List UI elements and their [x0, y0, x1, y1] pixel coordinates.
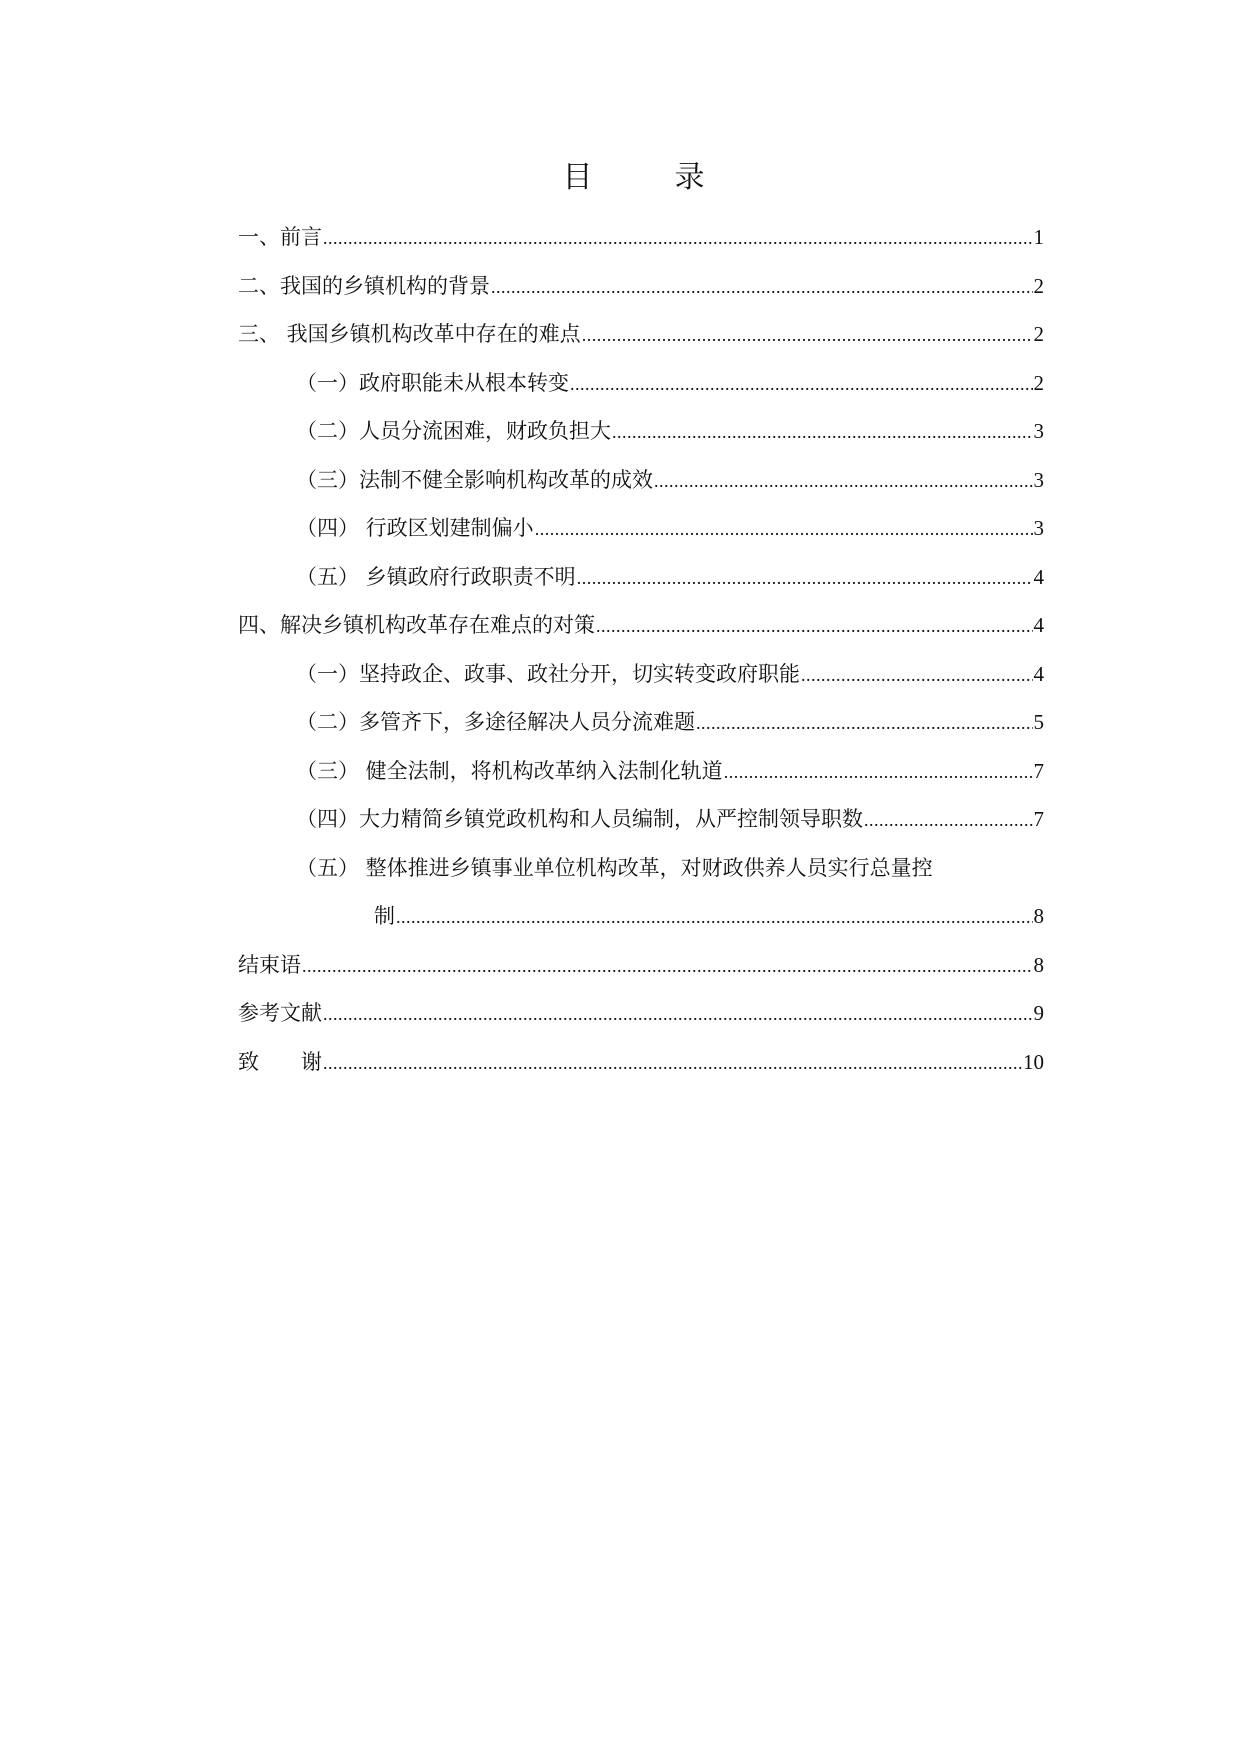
toc-entry-text: （二）多管齐下，多途径解决人员分流难题 [296, 710, 695, 734]
toc-dot-leader [801, 660, 1033, 690]
toc-page-number: 10 [1023, 1049, 1044, 1074]
toc-page-number: 7 [1033, 758, 1044, 783]
toc-entry[interactable] [238, 610, 1044, 659]
toc-entry-text-line2: 制 [374, 904, 395, 928]
toc-entry[interactable] [238, 368, 1044, 417]
toc-entry-line2 [296, 901, 1044, 932]
toc-page-number: 3 [1033, 516, 1044, 540]
toc-dot-leader [323, 999, 1033, 1029]
toc-dot-leader [323, 223, 1033, 253]
toc-page-number: 2 [1033, 370, 1044, 395]
toc-entry[interactable] [238, 659, 1044, 708]
toc-entry-text: 参考文献 [238, 1001, 322, 1025]
toc-entry-text: （四） 行政区划建制偏小 [296, 516, 534, 540]
toc-entry[interactable] [238, 950, 1044, 999]
toc-page-number: 8 [1033, 904, 1044, 928]
toc-dot-leader [302, 951, 1033, 981]
toc-entry-text: 四、解决乡镇机构改革存在难点的对策 [238, 613, 595, 637]
toc-entry-text: 结束语 [238, 952, 301, 977]
toc-page-number: 2 [1033, 322, 1044, 346]
toc-page-number: 2 [1033, 273, 1044, 298]
toc-entry[interactable] [238, 998, 1044, 1047]
toc-dot-leader [724, 757, 1033, 787]
toc-entry[interactable] [238, 562, 1044, 611]
toc-entry[interactable] [238, 222, 1044, 271]
toc-page-number: 9 [1033, 1001, 1044, 1025]
toc-page-number: 3 [1033, 467, 1044, 492]
toc-entry-text: （四）大力精简乡镇党政机构和人员编制，从严控制领导职数 [296, 807, 863, 831]
toc-dot-leader [491, 272, 1033, 302]
toc-entry-text: 三、 我国乡镇机构改革中存在的难点 [238, 322, 581, 346]
toc-dot-leader [577, 563, 1033, 593]
toc-title: 目 录 [562, 160, 731, 195]
toc-entry[interactable] [238, 319, 1044, 368]
toc-entry[interactable] [238, 465, 1044, 514]
toc-entry-text: （二）人员分流困难，财政负担大 [296, 419, 611, 443]
toc-entry-text: （五） 乡镇政府行政职责不明 [296, 564, 576, 589]
toc-page-number: 1 [1033, 225, 1044, 249]
toc-entry-wrapped[interactable] [238, 853, 1044, 950]
toc-dot-leader [570, 369, 1033, 399]
toc-entry[interactable] [238, 513, 1044, 562]
toc-dot-leader [396, 902, 1033, 932]
toc-page-number: 7 [1033, 807, 1044, 831]
toc-dot-leader [654, 466, 1033, 496]
toc-entry[interactable] [238, 416, 1044, 465]
toc-page-number: 8 [1033, 952, 1044, 977]
toc-entry[interactable] [238, 804, 1044, 853]
toc-page-number: 4 [1033, 661, 1044, 686]
toc-entry-text: （三）法制不健全影响机构改革的成效 [296, 467, 653, 492]
toc-list [238, 222, 1044, 1095]
toc-dot-leader [535, 514, 1033, 544]
toc-dot-leader [696, 708, 1033, 738]
toc-entry[interactable] [238, 271, 1044, 320]
toc-dot-leader [323, 1048, 1022, 1078]
toc-entry[interactable] [238, 1047, 1044, 1096]
toc-dot-leader [582, 320, 1033, 350]
toc-entry[interactable] [238, 707, 1044, 756]
toc-page-number: 4 [1033, 564, 1044, 589]
toc-entry-text: （一）坚持政企、政事、政社分开，切实转变政府职能 [296, 661, 800, 686]
toc-dot-leader [864, 805, 1033, 835]
toc-entry-text: 致 谢 [238, 1049, 322, 1074]
toc-entry-text: （三） 健全法制，将机构改革纳入法制化轨道 [296, 758, 723, 783]
toc-entry-text: 二、我国的乡镇机构的背景 [238, 273, 490, 298]
toc-entry[interactable] [238, 756, 1044, 805]
toc-page-number: 3 [1033, 419, 1044, 443]
toc-entry-text: （一）政府职能未从根本转变 [296, 370, 569, 395]
toc-dot-leader [612, 417, 1033, 447]
toc-page-number: 5 [1033, 710, 1044, 734]
toc-dot-leader [596, 611, 1033, 641]
toc-page-number: 4 [1033, 613, 1044, 637]
toc-entry-body [296, 853, 1044, 933]
toc-entry-text: 一、前言 [238, 225, 322, 249]
toc-entry-text-line1: （五） 整体推进乡镇事业单位机构改革，对财政供养人员实行总量控 [296, 855, 933, 880]
